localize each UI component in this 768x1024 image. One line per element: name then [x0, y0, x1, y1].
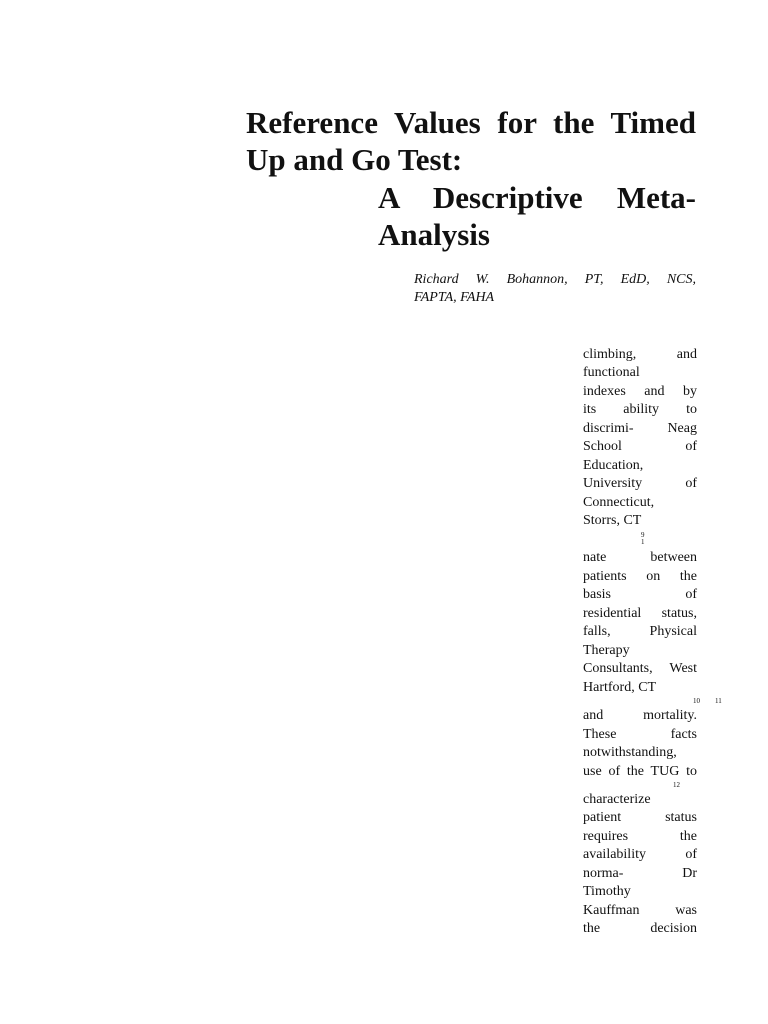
title-line-2: Up and Go Test: — [246, 142, 463, 177]
column-line: nate between — [583, 550, 697, 565]
title-line-1: Reference Values for the Timed — [246, 105, 696, 140]
column-line: falls, Physical — [583, 624, 697, 639]
column-line: requires the — [583, 829, 697, 844]
column-line: Connecticut, — [583, 495, 655, 510]
column-line: and mortality. — [583, 708, 697, 723]
title-line-4: Analysis — [378, 217, 490, 252]
column-line: patients on the — [583, 569, 697, 584]
title-line-3: A Descriptive Meta- — [378, 180, 696, 215]
author-line-2: FAPTA, FAHA — [414, 290, 495, 305]
column-line: patient status — [583, 810, 697, 825]
column-line: indexes and by — [583, 384, 697, 399]
footnote-marker: 12 — [673, 781, 680, 789]
footnote-marker: 9 — [641, 531, 645, 539]
column-line: the decision — [583, 921, 697, 936]
footnote-marker: 1 — [641, 538, 645, 546]
column-line: Education, — [583, 458, 644, 473]
column-line: residential status, — [583, 606, 697, 621]
author-block — [414, 271, 696, 307]
column-line: notwithstanding, — [583, 745, 677, 760]
column-line: characterize — [583, 792, 651, 807]
column-line: discrimi- Neag — [583, 421, 697, 436]
column-line: norma- Dr — [583, 866, 697, 881]
column-line: Kauffman was — [583, 903, 697, 918]
footnote-marker: 11 — [715, 697, 722, 705]
column-line: Hartford, CT — [583, 680, 657, 695]
column-line: its ability to — [583, 402, 697, 417]
column-line: functional — [583, 365, 640, 380]
column-line: Therapy — [583, 643, 630, 658]
column-line: These facts — [583, 727, 697, 742]
column-line: Consultants, West — [583, 661, 697, 676]
author-line-1: Richard W. Bohannon, PT, EdD, NCS, — [414, 272, 696, 287]
column-line: climbing, and — [583, 347, 697, 362]
column-line: School of — [583, 439, 697, 454]
column-line: Storrs, CT — [583, 513, 642, 528]
footnote-marker: 10 — [693, 697, 700, 705]
column-line: University of — [583, 476, 697, 491]
column-line: availability of — [583, 847, 697, 862]
column-line: Timothy — [583, 884, 631, 899]
column-line: use of the TUG to — [583, 764, 697, 779]
column-line: basis of — [583, 587, 697, 602]
